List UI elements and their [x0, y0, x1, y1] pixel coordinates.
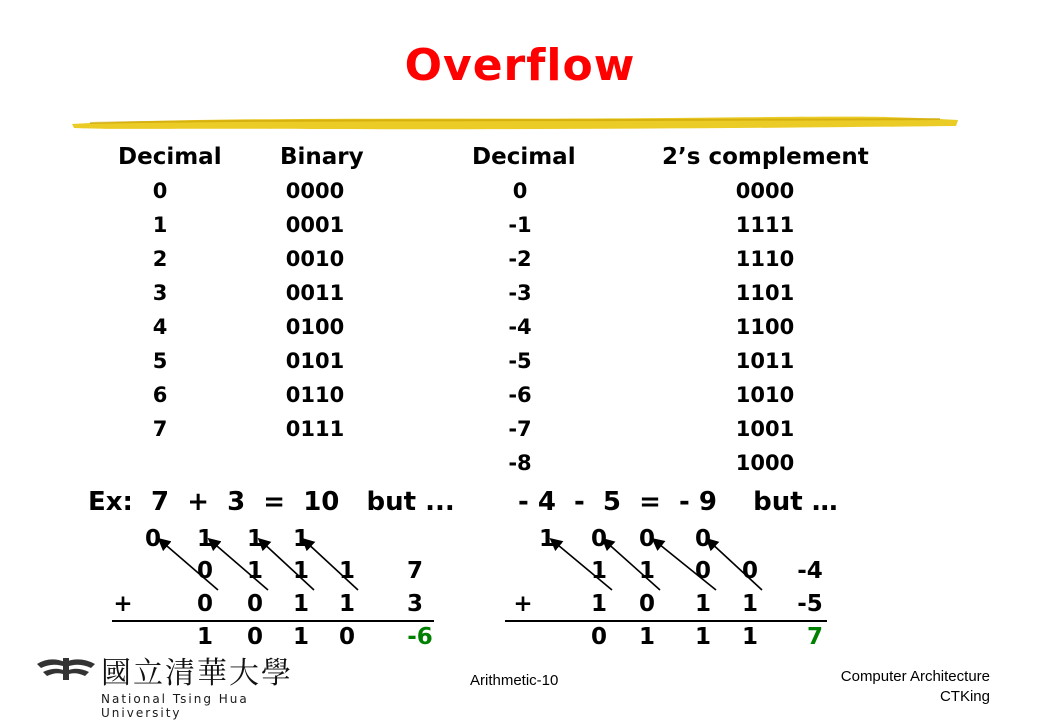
- example-right-statement: - 4 - 5 = - 9 but …: [518, 487, 838, 517]
- operand-digit: 0: [694, 558, 711, 584]
- twos-value: 1010: [735, 383, 795, 407]
- operand-digit: 0: [638, 591, 655, 617]
- twos-value: 1000: [735, 451, 795, 475]
- result-digit: 1: [741, 624, 758, 650]
- result-decimal: -6: [407, 624, 433, 650]
- carry-digit: 0: [590, 526, 607, 552]
- operand-digit: 0: [196, 558, 213, 584]
- carry-digit: 0: [638, 526, 655, 552]
- plus-sign: +: [513, 591, 533, 617]
- carry-digit: 0: [144, 526, 161, 552]
- operand-decimal: 3: [406, 591, 423, 617]
- carry-digit: 1: [196, 526, 213, 552]
- operand-decimal: 7: [406, 558, 423, 584]
- operand-digit: 0: [246, 591, 263, 617]
- header-decimal-unsigned: Decimal: [118, 144, 222, 170]
- logo-chinese-name: 國立清華大學: [101, 656, 293, 691]
- binary-value: 0111: [285, 417, 345, 441]
- signed-decimal-value: -8: [508, 451, 532, 475]
- signed-decimal-value: -5: [508, 349, 532, 373]
- operand-decimal: -5: [797, 591, 823, 617]
- operand-digit: 1: [338, 591, 355, 617]
- decimal-value: 2: [152, 247, 168, 271]
- signed-decimal-value: -1: [508, 213, 532, 237]
- binary-value: 0001: [285, 213, 345, 237]
- signed-decimal-value: -4: [508, 315, 532, 339]
- operand-digit: 1: [292, 591, 309, 617]
- result-digit: 1: [694, 624, 711, 650]
- decimal-value: 7: [152, 417, 168, 441]
- operand-digit: 1: [292, 558, 309, 584]
- signed-decimal-value: -6: [508, 383, 532, 407]
- footer-author: CTKing: [939, 688, 990, 705]
- operand-digit: 1: [590, 591, 607, 617]
- sum-rule: [505, 620, 827, 622]
- slide-title: Overflow: [404, 40, 636, 91]
- logo-english-name: National Tsing Hua University: [101, 692, 249, 720]
- carry-digit: 1: [538, 526, 555, 552]
- slide-number: Arithmetic-10: [470, 672, 559, 689]
- operand-decimal: -4: [797, 558, 823, 584]
- binary-value: 0010: [285, 247, 345, 271]
- carry-digit: 1: [246, 526, 263, 552]
- signed-decimal-value: 0: [512, 179, 528, 203]
- decimal-value: 0: [152, 179, 168, 203]
- binary-value: 0100: [285, 315, 345, 339]
- decimal-value: 4: [152, 315, 168, 339]
- result-decimal: 7: [806, 624, 823, 650]
- operand-digit: 1: [590, 558, 607, 584]
- carry-digit: 1: [292, 526, 309, 552]
- header-decimal-signed: Decimal: [472, 144, 576, 170]
- twos-value: 1111: [735, 213, 795, 237]
- decimal-value: 5: [152, 349, 168, 373]
- example-left-statement: Ex: 7 + 3 = 10 but ...: [88, 487, 455, 517]
- header-binary: Binary: [280, 144, 364, 170]
- decimal-value: 1: [152, 213, 168, 237]
- operand-digit: 0: [196, 591, 213, 617]
- decimal-value: 6: [152, 383, 168, 407]
- operand-digit: 1: [741, 591, 758, 617]
- result-digit: 1: [196, 624, 213, 650]
- signed-decimal-value: -7: [508, 417, 532, 441]
- operand-digit: 0: [741, 558, 758, 584]
- footer-course: Computer Architecture: [840, 668, 990, 685]
- sum-rule: [112, 620, 434, 622]
- result-digit: 0: [590, 624, 607, 650]
- result-digit: 1: [292, 624, 309, 650]
- binary-value: 0011: [285, 281, 345, 305]
- operand-digit: 1: [694, 591, 711, 617]
- binary-value: 0110: [285, 383, 345, 407]
- twos-value: 1100: [735, 315, 795, 339]
- binary-value: 0000: [285, 179, 345, 203]
- header-twos-complement: 2’s complement: [662, 144, 869, 170]
- signed-decimal-value: -3: [508, 281, 532, 305]
- result-digit: 1: [638, 624, 655, 650]
- twos-value: 1001: [735, 417, 795, 441]
- result-digit: 0: [338, 624, 355, 650]
- operand-digit: 1: [246, 558, 263, 584]
- result-digit: 0: [246, 624, 263, 650]
- university-logo: [35, 650, 305, 720]
- signed-decimal-value: -2: [508, 247, 532, 271]
- twos-value: 1101: [735, 281, 795, 305]
- twos-value: 1110: [735, 247, 795, 271]
- twos-value: 0000: [735, 179, 795, 203]
- carry-digit: 0: [694, 526, 711, 552]
- operand-digit: 1: [638, 558, 655, 584]
- decimal-value: 3: [152, 281, 168, 305]
- twos-value: 1011: [735, 349, 795, 373]
- logo-emblem-icon: [35, 654, 97, 684]
- title-underline-brush: [70, 112, 960, 134]
- binary-value: 0101: [285, 349, 345, 373]
- operand-digit: 1: [338, 558, 355, 584]
- plus-sign: +: [113, 591, 133, 617]
